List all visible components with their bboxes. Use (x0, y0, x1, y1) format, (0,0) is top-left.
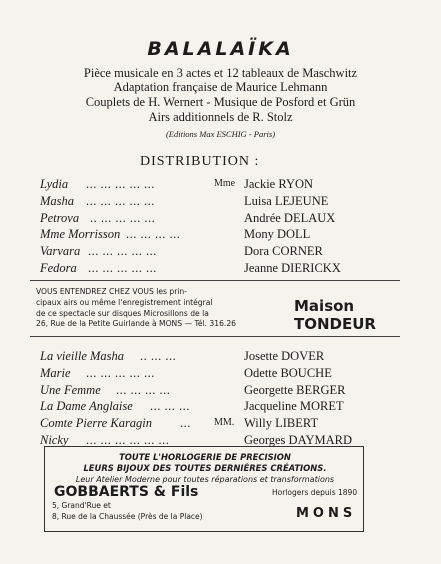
gobbaerts-city: MONS (296, 506, 357, 521)
role-name: La Dame Anglaise (40, 399, 133, 414)
distribution-heading: DISTRIBUTION : (140, 154, 260, 169)
cast-list-principal (40, 176, 380, 277)
divider-top (30, 280, 400, 281)
leader-dots: ... ... ... ... ... (86, 193, 155, 208)
cast-row (40, 210, 380, 227)
gobbaerts-since: Horlogers depuis 1890 (272, 488, 358, 497)
actor-name: Odette BOUCHE (244, 365, 332, 380)
cast-row (40, 415, 380, 432)
leader-dots: ... ... ... ... (116, 382, 171, 397)
role-name: Nicky (40, 432, 69, 447)
role-name: Mme Morrisson (40, 227, 121, 242)
cast-row (40, 176, 380, 193)
address-line: 5, Grand'Rue et (52, 501, 111, 510)
cast-row (40, 365, 380, 382)
cast-row (40, 243, 380, 260)
advert-line: LEURS BIJOUX DES TOUTES DERNIÈRES CRÉATIONS. (83, 463, 327, 473)
credit-line: Couplets de H. Wernert - Musique de Posford et Grün (85, 95, 356, 109)
tondeur-brand: Maison TONDEUR (294, 297, 376, 333)
advert-line: de ce spectacle sur disques Microsillons de la (36, 308, 209, 318)
advert-line: Leur Atelier Moderne pour toutes réparations et transformations (75, 475, 335, 484)
actor-name: Luisa LEJEUNE (244, 193, 329, 208)
leader-dots: ... ... ... ... ... (88, 244, 157, 259)
advert-line: cipaux airs ou même l'enregistrement intégral (36, 297, 213, 307)
tondeur-advert-text (36, 287, 286, 330)
actor-name: Jacqueline MORET (244, 399, 344, 414)
role-name: La vieille Masha (40, 349, 125, 363)
actor-name: Willy LIBERT (244, 416, 319, 431)
role-name: Fedora (40, 260, 77, 275)
cast-row (40, 226, 380, 243)
role-name: Marie (40, 365, 71, 380)
leader-dots: ... (180, 416, 191, 431)
cast-list-supporting (40, 348, 380, 449)
advert-line: 26, Rue de la Petite Guirlande à MONS — Tél. 316.26 (36, 319, 236, 329)
cast-row (40, 260, 380, 277)
actor-name: Georges DAYMARD (244, 432, 352, 447)
leader-dots: ... ... ... ... ... (86, 177, 155, 191)
cast-row (40, 382, 380, 399)
show-title: BALALAÏKA (147, 38, 294, 60)
leader-dots: ... ... ... (150, 399, 190, 414)
leader-dots: ... ... ... ... ... ... (86, 432, 170, 447)
advert-line: TOUTE L'HORLOGERIE DE PRECISION (119, 452, 291, 462)
leader-dots: .. ... ... ... ... (90, 210, 156, 225)
leader-dots: .. ... ... (140, 349, 177, 363)
divider-bottom (30, 336, 400, 337)
actor-name: Jackie RYON (244, 177, 314, 191)
role-name: Varvara (40, 244, 81, 259)
credit-line: Airs additionnels de R. Stolz (148, 110, 293, 124)
gobbaerts-brand: GOBBAERTS & Fils (54, 484, 199, 500)
leader-dots: ... ... ... ... (126, 227, 181, 242)
actor-name: Josette DOVER (244, 349, 325, 363)
role-name: Une Femme (40, 382, 101, 397)
actor-name: Jeanne DIERICKX (244, 260, 341, 275)
gobbaerts-address (52, 500, 203, 522)
leader-dots: ... ... ... ... ... (88, 260, 157, 275)
cast-row (40, 348, 380, 365)
actor-name: Georgette BERGER (244, 382, 346, 397)
actor-name: Mony DOLL (244, 227, 311, 242)
role-name: Comte Pierre Karagin (40, 416, 153, 431)
cast-row (40, 398, 380, 415)
address-line: 8, Rue de la Chaussée (Près de la Place) (52, 512, 203, 521)
publisher-note: (Editions Max ESCHIG - Paris) (165, 129, 276, 139)
actor-name: Dora CORNER (244, 244, 323, 259)
credit-line: Pièce musicale en 3 actes et 12 tableaux de Maschwitz (83, 66, 358, 80)
advert-line: VOUS ENTENDREZ CHEZ VOUS les prin- (36, 287, 187, 296)
title-prefix: Mme (214, 178, 236, 189)
role-name: Petrova (40, 210, 80, 225)
gobbaerts-advert-text (50, 452, 360, 485)
actor-name: Andrée DELAUX (244, 210, 336, 225)
leader-dots: ... ... ... ... ... (86, 365, 155, 380)
cast-row (40, 193, 380, 210)
role-name: Masha (40, 193, 75, 208)
title-prefix: MM. (214, 417, 235, 429)
role-name: Lydia (40, 177, 69, 191)
credit-line: Adaptation française de Maurice Lehmann (113, 80, 328, 94)
